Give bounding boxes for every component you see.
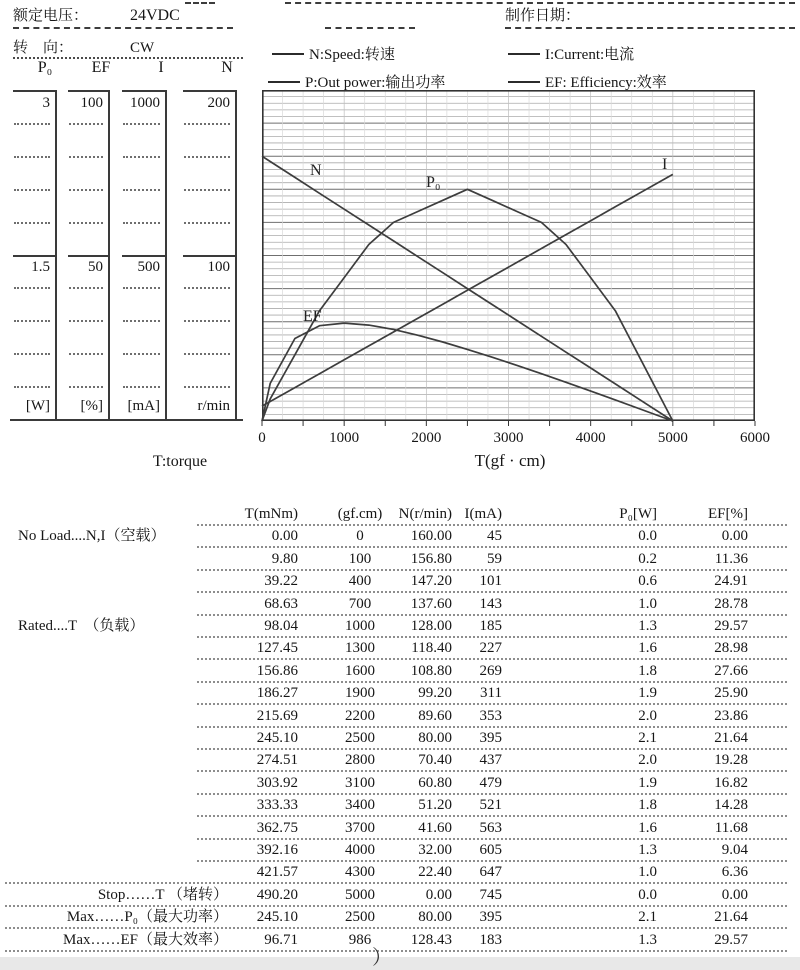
table-cell-gf: 4300 [345,864,375,881]
table-cell-gf: 2200 [345,707,375,724]
table-cell-p0: 1.0 [638,595,657,612]
scale-top-bar [122,90,167,92]
table-row [0,705,795,727]
table-cell-gf: 0 [356,528,364,545]
table-cell-t: 362.75 [256,819,298,836]
scale-top-value: 100 [80,95,103,111]
scale-minor-gridline [184,386,230,388]
x-tick-label: 5000 [657,430,688,446]
table-cell-n: 32.00 [418,842,452,858]
table-cell-gf: 700 [348,595,372,612]
column-header: N(r/min) [398,506,452,522]
scale-minor-gridline [69,222,103,224]
rated-voltage-underline [13,27,233,29]
table-cell-gf: 1000 [345,618,375,634]
table-cell-i: 437 [479,752,502,769]
table-cell-p0: 1.9 [638,774,657,791]
table-cell-n: 108.80 [410,662,452,679]
table-cell-t: 392.16 [256,842,298,858]
header-mid-dash [325,27,415,29]
table-cell-gf: 1300 [345,640,375,657]
table-cell-t: 9.80 [271,550,298,567]
scale-unit-label: [W] [25,398,50,414]
table-row [0,660,795,682]
table-cell-i: 353 [479,707,502,724]
table-cell-n: 80.00 [418,909,452,926]
legend-item-current [508,43,634,64]
table-cell-ef: 6.36 [721,864,748,881]
axis-title-ef: EF [91,59,111,76]
table-row [0,839,795,861]
x-tick-label: 6000 [740,430,770,446]
power-line-swatch-icon [268,81,300,83]
table-cell-p0: 1.9 [638,685,657,702]
rated-voltage-label: 额定电压： [13,8,89,24]
table-cell-i: 647 [479,864,502,881]
table-cell-gf: 5000 [345,886,375,903]
current-line-swatch-icon [508,53,540,55]
table-cell-i: 479 [479,774,502,791]
table-cell-gf: 3100 [345,774,375,791]
table-row [0,884,795,906]
scale-vertical-bar [108,90,110,419]
table-cell-i: 269 [479,662,502,679]
scale-unit-label: [mA] [127,398,160,414]
scale-vertical-bar [235,90,237,419]
table-cell-ef: 28.98 [714,640,748,657]
table-cell-gf: 3400 [345,797,375,814]
table-cell-i: 101 [479,573,502,590]
axis-title-n: N [221,59,233,76]
scale-vertical-bar [165,90,167,419]
scale-minor-gridline [123,287,160,289]
table-cell-t: 421.57 [256,864,298,881]
x-axis-title: T(gf · cm) [474,451,546,470]
scale-minor-gridline [123,386,160,388]
table-cell-n: 99.20 [418,685,452,702]
scale-minor-gridline [69,189,103,191]
table-cell-gf: 2800 [345,752,375,769]
x-tick-label: 1000 [329,430,360,446]
scale-mid-bar [122,255,167,257]
table-cell-ef: 24.91 [714,573,748,590]
table-cell-n: 89.60 [418,707,452,724]
table-cell-ef: 11.36 [714,550,748,567]
scale-minor-gridline [69,156,103,158]
scale-minor-gridline [123,222,160,224]
scale-minor-gridline [14,123,50,125]
legend-item-speed [272,43,395,64]
table-cell-p0: 1.0 [638,864,657,881]
scale-minor-gridline [184,189,230,191]
scale-minor-gridline [184,353,230,355]
axis-title-i: I [158,59,164,76]
table-cell-i: 311 [480,685,502,702]
table-cell-t: 274.51 [256,752,298,769]
table-cell-p0: 0.0 [638,528,657,545]
scale-minor-gridline [184,287,230,289]
table-cell-i: 183 [479,931,502,948]
table-cell-p0: 2.1 [638,909,657,926]
table-cell-p0: 0.2 [638,550,657,567]
legend-item-efficiency [508,71,667,92]
table-cell-gf: 986 [348,931,372,948]
table-header-row [0,503,795,525]
scale-minor-gridline [14,189,50,191]
table-cell-p0: 2.0 [638,707,657,724]
table-cell-n: 147.20 [410,573,452,590]
table-row [0,861,795,883]
legend-label-efficiency: EF: Efficiency:效率 [545,75,667,91]
curve-label-I: I [662,156,668,173]
scale-top-bar [183,90,237,92]
scale-minor-gridline [184,222,230,224]
scales-bottom-line [10,419,243,421]
table-cell-t: 68.63 [264,595,298,612]
production-date-label: 制作日期： [505,8,581,24]
table-cell-n: 80.00 [418,730,452,746]
table-cell-ef: 21.64 [714,909,748,926]
table-cell-gf: 2500 [345,909,375,926]
table-cell-p0: 1.3 [638,618,657,634]
table-cell-gf: 4000 [345,842,375,858]
table-row [0,906,795,928]
table-cell-n: 60.80 [418,774,452,791]
scale-minor-gridline [14,353,50,355]
scale-minor-gridline [184,320,230,322]
table-cell-p0: 1.8 [638,662,657,679]
table-cell-p0: 1.8 [638,797,657,814]
table-cell-gf: 1900 [345,685,375,702]
table-cell-t: 215.69 [256,707,298,724]
scale-minor-gridline [14,156,50,158]
table-row [0,817,795,839]
table-cell-n: 22.40 [418,864,452,881]
curve-label-N: N [310,162,322,179]
table-cell-t: 245.10 [256,909,298,926]
scale-column-P₀ [13,90,57,419]
table-row [0,682,795,704]
table-cell-t: 39.22 [264,573,298,590]
table-cell-p0: 1.6 [638,819,657,836]
scale-top-value: 3 [42,95,50,111]
table-cell-n: 128.43 [410,931,452,948]
performance-chart [262,90,755,428]
table-cell-gf: 1600 [345,662,375,679]
table-cell-ef: 29.57 [714,931,748,948]
table-cell-ef: 19.28 [714,752,748,769]
scale-column-I [122,90,167,419]
scale-minor-gridline [123,189,160,191]
scale-minor-gridline [69,386,103,388]
legend-label-current: I:Current:电流 [545,47,635,63]
table-row [0,615,795,637]
scale-minor-gridline [69,287,103,289]
table-row [0,727,795,749]
row-label: Stop……T （堵转） [97,886,228,903]
scale-unit-label: [%] [80,398,103,414]
torque-axis-label: T:torque [152,453,208,470]
legend-label-speed: N:Speed:转速 [309,47,395,63]
row-separator [5,950,787,952]
table-cell-i: 45 [487,528,502,545]
scale-minor-gridline [123,123,160,125]
table-cell-ef: 0.00 [721,886,748,903]
table-cell-t: 98.04 [264,618,298,634]
scale-minor-gridline [69,353,103,355]
scale-top-value: 1000 [130,95,160,111]
scale-mid-bar [13,255,57,257]
table-cell-ef: 9.04 [721,842,748,858]
table-cell-p0: 0.6 [638,573,657,590]
table-cell-i: 605 [479,842,502,858]
table-cell-ef: 21.64 [714,730,748,746]
table-cell-t: 303.92 [256,774,298,791]
scale-mid-value: 50 [88,258,103,275]
x-tick-label: 0 [258,430,266,446]
table-cell-n: 156.80 [410,550,452,567]
curve-label-EF: EF [303,308,322,325]
table-cell-i: 521 [479,797,502,814]
table-cell-gf: 400 [348,573,372,590]
table-row [0,637,795,659]
scale-mid-value: 500 [137,258,160,275]
table-cell-p0: 0.0 [638,886,657,903]
table-cell-gf: 100 [348,550,372,567]
table-cell-n: 0.00 [425,886,452,903]
scale-minor-gridline [123,353,160,355]
scale-minor-gridline [69,123,103,125]
table-cell-t: 333.33 [256,797,298,814]
table-cell-n: 41.60 [418,819,452,836]
table-cell-p0: 1.3 [638,842,657,858]
table-cell-p0: 1.6 [638,640,657,657]
x-tick-label: 4000 [575,430,606,446]
table-cell-n: 51.20 [418,797,452,814]
direction-value: CW [130,40,155,56]
table-cell-p0: 1.3 [638,931,657,948]
scale-top-bar [68,90,110,92]
table-cell-t: 186.27 [256,685,298,702]
table-cell-gf: 2500 [345,730,375,746]
table-row [0,570,795,592]
x-tick-label: 2000 [411,430,442,446]
scale-minor-gridline [69,320,103,322]
table-cell-i: 563 [479,819,502,836]
production-date-underline [505,27,795,29]
column-header: (gf.cm) [337,506,383,522]
row-label: Max……P₀（最大功率） [66,909,228,926]
curve-label-P0: P₀ [426,174,441,191]
table-cell-p0: 2.1 [638,730,657,746]
scale-vertical-bar [55,90,57,419]
scale-minor-gridline [14,320,50,322]
speed-line-swatch-icon [272,53,304,55]
scale-column-EF [68,90,110,419]
direction-label: 转 向： [13,40,74,56]
table-cell-n: 118.40 [411,640,452,657]
scale-mid-bar [68,255,110,257]
legend-item-power [268,71,445,92]
scale-minor-gridline [184,156,230,158]
table-cell-i: 59 [487,550,502,567]
table-cell-i: 185 [479,618,502,634]
table-cell-t: 0.00 [271,528,298,545]
table-cell-ef: 28.78 [714,595,748,612]
column-header: EF[%] [708,506,748,522]
table-cell-i: 395 [479,909,502,926]
table-cell-ef: 23.86 [714,707,748,724]
scale-mid-bar [183,255,237,257]
table-cell-ef: 29.57 [714,618,748,634]
row-label: Rated....T （负载） [18,618,145,634]
table-row [0,929,795,951]
table-cell-n: 160.00 [410,528,452,545]
table-row [0,593,795,615]
table-cell-i: 143 [479,595,502,612]
scale-column-N [183,90,237,419]
scale-mid-value: 100 [207,258,230,275]
table-row [0,772,795,794]
table-cell-gf: 3700 [345,819,375,836]
table-cell-ef: 14.28 [714,797,748,814]
bottom-scan-artifact: ） [372,947,392,969]
scale-top-value: 200 [207,95,230,111]
scale-minor-gridline [123,156,160,158]
row-label: Max……EF（最大效率） [62,931,228,948]
table-cell-t: 245.10 [256,730,298,746]
table-cell-i: 745 [479,886,502,903]
efficiency-line-swatch-icon [508,81,540,83]
table-cell-ef: 11.68 [714,819,748,836]
table-cell-t: 156.86 [256,662,298,679]
table-cell-i: 395 [479,730,502,746]
scale-mid-value: 1.5 [31,258,50,275]
scale-minor-gridline [123,320,160,322]
table-row [0,525,795,547]
row-label: No Load....N,I（空载） [18,528,166,545]
table-cell-ef: 0.00 [721,528,748,545]
scale-minor-gridline [14,222,50,224]
table-cell-t: 96.71 [264,931,298,948]
table-cell-t: 127.45 [256,640,298,657]
top-edge-dash-left [185,2,215,4]
table-cell-n: 128.00 [410,618,452,634]
scale-top-bar [13,90,57,92]
table-cell-i: 227 [479,640,502,657]
scale-unit-label: r/min [197,398,230,414]
x-tick-label: 3000 [493,430,524,446]
scale-minor-gridline [14,386,50,388]
table-cell-n: 70.40 [418,752,452,769]
table-cell-ef: 16.82 [714,774,748,791]
column-header: P₀[W] [619,506,657,522]
top-edge-dash-right [285,2,795,4]
table-cell-ef: 25.90 [714,685,748,702]
table-row [0,749,795,771]
scale-minor-gridline [14,287,50,289]
column-header: I(mA) [464,506,502,522]
table-row [0,548,795,570]
table-cell-t: 490.20 [256,886,298,903]
rated-voltage-value: 24VDC [130,7,180,24]
column-header: T(mNm) [244,506,298,522]
table-row [0,794,795,816]
legend-label-power: P:Out power:输出功率 [305,75,446,91]
table-cell-n: 137.60 [410,595,452,612]
table-cell-ef: 27.66 [714,662,748,679]
axis-title-p0: P₀ [37,59,53,76]
table-cell-p0: 2.0 [638,752,657,769]
scale-minor-gridline [184,123,230,125]
